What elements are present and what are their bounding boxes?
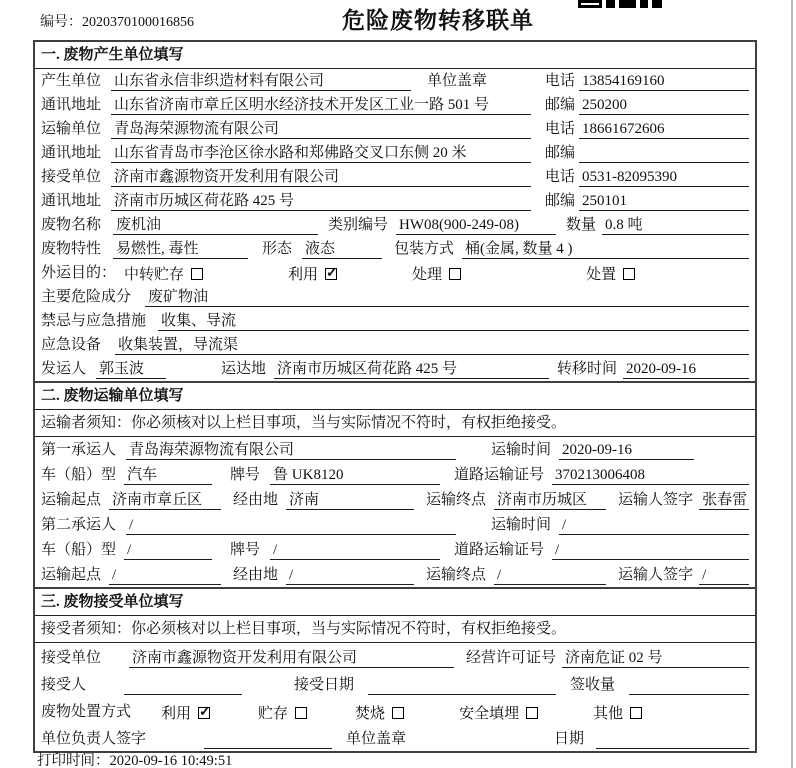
form-row-dispatcher [35,357,755,381]
form-row-second-carrier [35,512,755,537]
field-value: 2020-09-16 [559,441,694,460]
field-value: 济南市历城区荷花路 425 号 [111,192,531,211]
field-label: 运输时间 [491,517,552,533]
section-3-header: 三. 废物接受单位填写 [35,589,755,616]
checkbox-label: 利用 [161,706,192,722]
checkbox [630,707,642,719]
transporter-notice: 运输者须知：你必须核对以上栏目事项，当与实际情况不符时，有权拒绝接受。 [35,410,755,437]
checkbox [392,707,404,719]
form-row-vehicle-1 [35,462,755,487]
field-value [629,676,749,695]
qr-block [606,0,615,8]
field-label: 形态 [262,241,293,257]
field-value [596,730,749,749]
field-label: 接受单位 [41,169,102,185]
field-label: 运输人签字 [618,567,694,583]
field-value: 汽车 [124,466,212,485]
field-value: / [494,566,606,585]
form-row-transporter-address [35,141,755,165]
form-row-transporter-unit [35,117,755,141]
section-1-header: 一. 废物产生单位填写 [35,42,755,69]
field-value: 废矿物油 [145,288,749,307]
field-value: 废机油 [113,216,318,235]
field-value [124,676,242,695]
section-receiver [35,587,755,751]
checkbox-option [355,703,404,722]
checkbox-option [593,703,642,722]
print-time: 打印时间：2020-09-16 10:49:51 [37,753,233,768]
field-value: 张春雷 [699,491,749,510]
form-row-receiver-person [35,670,755,697]
field-value: 0.8 吨 [602,216,749,235]
field-label: 邮编 [544,97,575,113]
field-label: 应急设备 [41,337,102,353]
field-value [368,676,556,695]
checkbox-option [161,703,210,722]
field-label: 通讯地址 [41,97,102,113]
field-label: 运输终点 [426,567,487,583]
field-value: 液态 [302,240,382,259]
field-value: 济南危证 02 号 [562,649,749,668]
field-value: 青岛海荣源物流有限公司 [111,120,531,139]
checkbox-option [412,264,461,283]
field-label: 道路运输证号 [454,467,545,483]
checkbox-label: 贮存 [258,706,289,722]
serial-number: 编号：2020370100016856 [40,15,194,30]
right-page-edge-line [791,0,793,768]
field-label: 类别编号 [328,217,389,233]
field-value: 370213006408 [552,466,749,485]
checkbox-label: 处置 [586,267,617,283]
field-label: 运输终点 [426,492,487,508]
field-value: 济南市鑫源物资开发利用有限公司 [129,649,454,668]
field-value: 收集、导流 [158,312,749,331]
checkbox-option [288,264,337,283]
field-label: 道路运输证号 [454,542,545,558]
hazardous-waste-transfer-form [33,40,757,753]
field-value: / [109,566,221,585]
field-label: 运输时间 [491,442,552,458]
field-label: 接受日期 [294,677,355,693]
checkbox-option [258,703,307,722]
qr-block [578,0,602,8]
checkbox [295,707,307,719]
field-label: 单位盖章 [427,73,488,89]
field-label: 单位负责人签字 [41,731,147,747]
checkbox-label: 中转贮存 [124,267,185,283]
field-value: 济南市章丘区 [109,491,221,510]
field-value: 济南市历城区荷花路 425 号 [274,360,549,379]
field-label: 牌号 [230,467,261,483]
field-value: 13854169160 [579,72,749,91]
qr-code-fragment [578,0,662,8]
field-label: 接受单位 [41,650,102,666]
field-value: / [699,566,749,585]
form-row-emergency-measures [35,309,755,333]
field-label: 电话 [544,121,575,137]
field-label: 电话 [544,169,575,185]
form-row-route-2 [35,562,755,587]
qr-block [652,0,662,8]
form-row-route-1 [35,487,755,512]
field-label: 运达地 [221,361,267,377]
form-row-receiving-unit [35,643,755,670]
form-row-main-hazard [35,285,755,309]
field-label: 运输起点 [41,567,102,583]
checkbox-checked [325,268,337,280]
field-label: 经由地 [233,492,279,508]
section-generator [35,42,755,381]
field-label: 经营许可证号 [466,650,557,666]
field-label: 主要危险成分 [41,289,132,305]
field-label: 运输人签字 [618,492,694,508]
field-value: 济南 [286,491,414,510]
field-label: 车（船）型 [41,467,117,483]
checkbox-checked [198,707,210,719]
field-value: / [126,516,456,535]
field-value [579,144,749,163]
field-label: 通讯地址 [41,145,102,161]
checkbox [526,707,538,719]
field-value: / [559,516,749,535]
field-label: 签收量 [570,677,616,693]
field-label: 单位盖章 [346,731,407,747]
field-label: 禁忌与应急措施 [41,313,147,329]
field-value: 18661672606 [579,120,749,139]
checkbox [623,268,635,280]
form-row-emergency-equipment [35,333,755,357]
checkbox-label: 焚烧 [355,706,386,722]
field-label: 废物处置方式 [41,704,132,720]
field-label: 废物名称 [41,217,102,233]
field-value [204,730,332,749]
field-value: 鲁 UK8120 [270,466,440,485]
qr-block [640,0,648,8]
field-label: 运输起点 [41,492,102,508]
field-value: 山东省济南市章丘区明水经济技术开发区工业一路 501 号 [111,96,531,115]
field-value: 桶(金属, 数量 4 ) [462,240,749,259]
field-value: 易燃性, 毒性 [113,240,248,259]
page-title: 危险废物转移联单 [342,8,534,33]
checkbox-label: 利用 [288,267,319,283]
section-transporter [35,381,755,587]
checkbox-option [124,264,203,283]
checkbox [449,268,461,280]
field-label: 运输单位 [41,121,102,137]
field-label: 日期 [554,731,585,747]
field-label: 车（船）型 [41,542,117,558]
field-value: 郭玉波 [96,360,166,379]
field-value: 250101 [579,192,749,211]
field-label: 转移时间 [557,361,618,377]
field-value: / [270,541,440,560]
checkbox-label: 安全填埋 [459,706,520,722]
form-row-waste-property [35,237,755,261]
field-label: 经由地 [233,567,279,583]
field-value: 济南市鑫源物资开发利用有限公司 [111,168,531,187]
field-value: 2020-09-16 [623,360,749,379]
field-label: 通讯地址 [41,193,102,209]
field-label: 数量 [566,217,597,233]
field-label: 邮编 [544,145,575,161]
form-row-receiver-unit [35,165,755,189]
receiver-notice: 接受者须知：你必须核对以上栏目事项，当与实际情况不符时，有权拒绝接受。 [35,616,755,643]
form-row-waste-name [35,213,755,237]
form-row-transfer-purpose [35,261,755,285]
form-row-signatures [35,724,755,751]
field-value: 青岛海荣源物流有限公司 [126,441,456,460]
field-value: 0531-82095390 [579,168,749,187]
qr-block [619,0,636,8]
form-row-generator-address [35,93,755,117]
checkbox-label: 其他 [593,706,624,722]
checkbox [191,268,203,280]
section-2-header: 二. 废物运输单位填写 [35,383,755,410]
field-value: / [552,541,749,560]
field-label: 接受人 [41,677,87,693]
checkbox-option [586,264,635,283]
field-label: 产生单位 [41,73,102,89]
field-value: 250200 [579,96,749,115]
field-label: 邮编 [544,193,575,209]
form-row-receiver-address [35,189,755,213]
field-value: HW08(900-249-08) [396,216,556,235]
checkbox-label: 处理 [412,267,443,283]
field-value: 山东省永信非织造材料有限公司 [111,72,411,91]
form-row-disposal-method [35,697,755,724]
field-label: 第二承运人 [41,517,117,533]
field-label: 包装方式 [394,241,455,257]
field-value: / [124,541,212,560]
field-label: 发运人 [41,361,87,377]
checkbox-option [459,703,538,722]
field-value: / [286,566,414,585]
field-value: 收集装置，导流渠 [115,336,749,355]
field-label: 电话 [544,73,575,89]
field-label: 废物特性 [41,241,102,257]
field-value: 济南市历城区 [494,491,606,510]
field-label: 外运目的： [41,265,117,281]
form-row-generator-unit [35,69,755,93]
field-label: 牌号 [230,542,261,558]
form-row-vehicle-2 [35,537,755,562]
field-value: 山东省青岛市李沧区徐水路和郑佛路交叉口东侧 20 米 [111,144,531,163]
field-label: 第一承运人 [41,442,117,458]
form-row-first-carrier [35,437,755,462]
